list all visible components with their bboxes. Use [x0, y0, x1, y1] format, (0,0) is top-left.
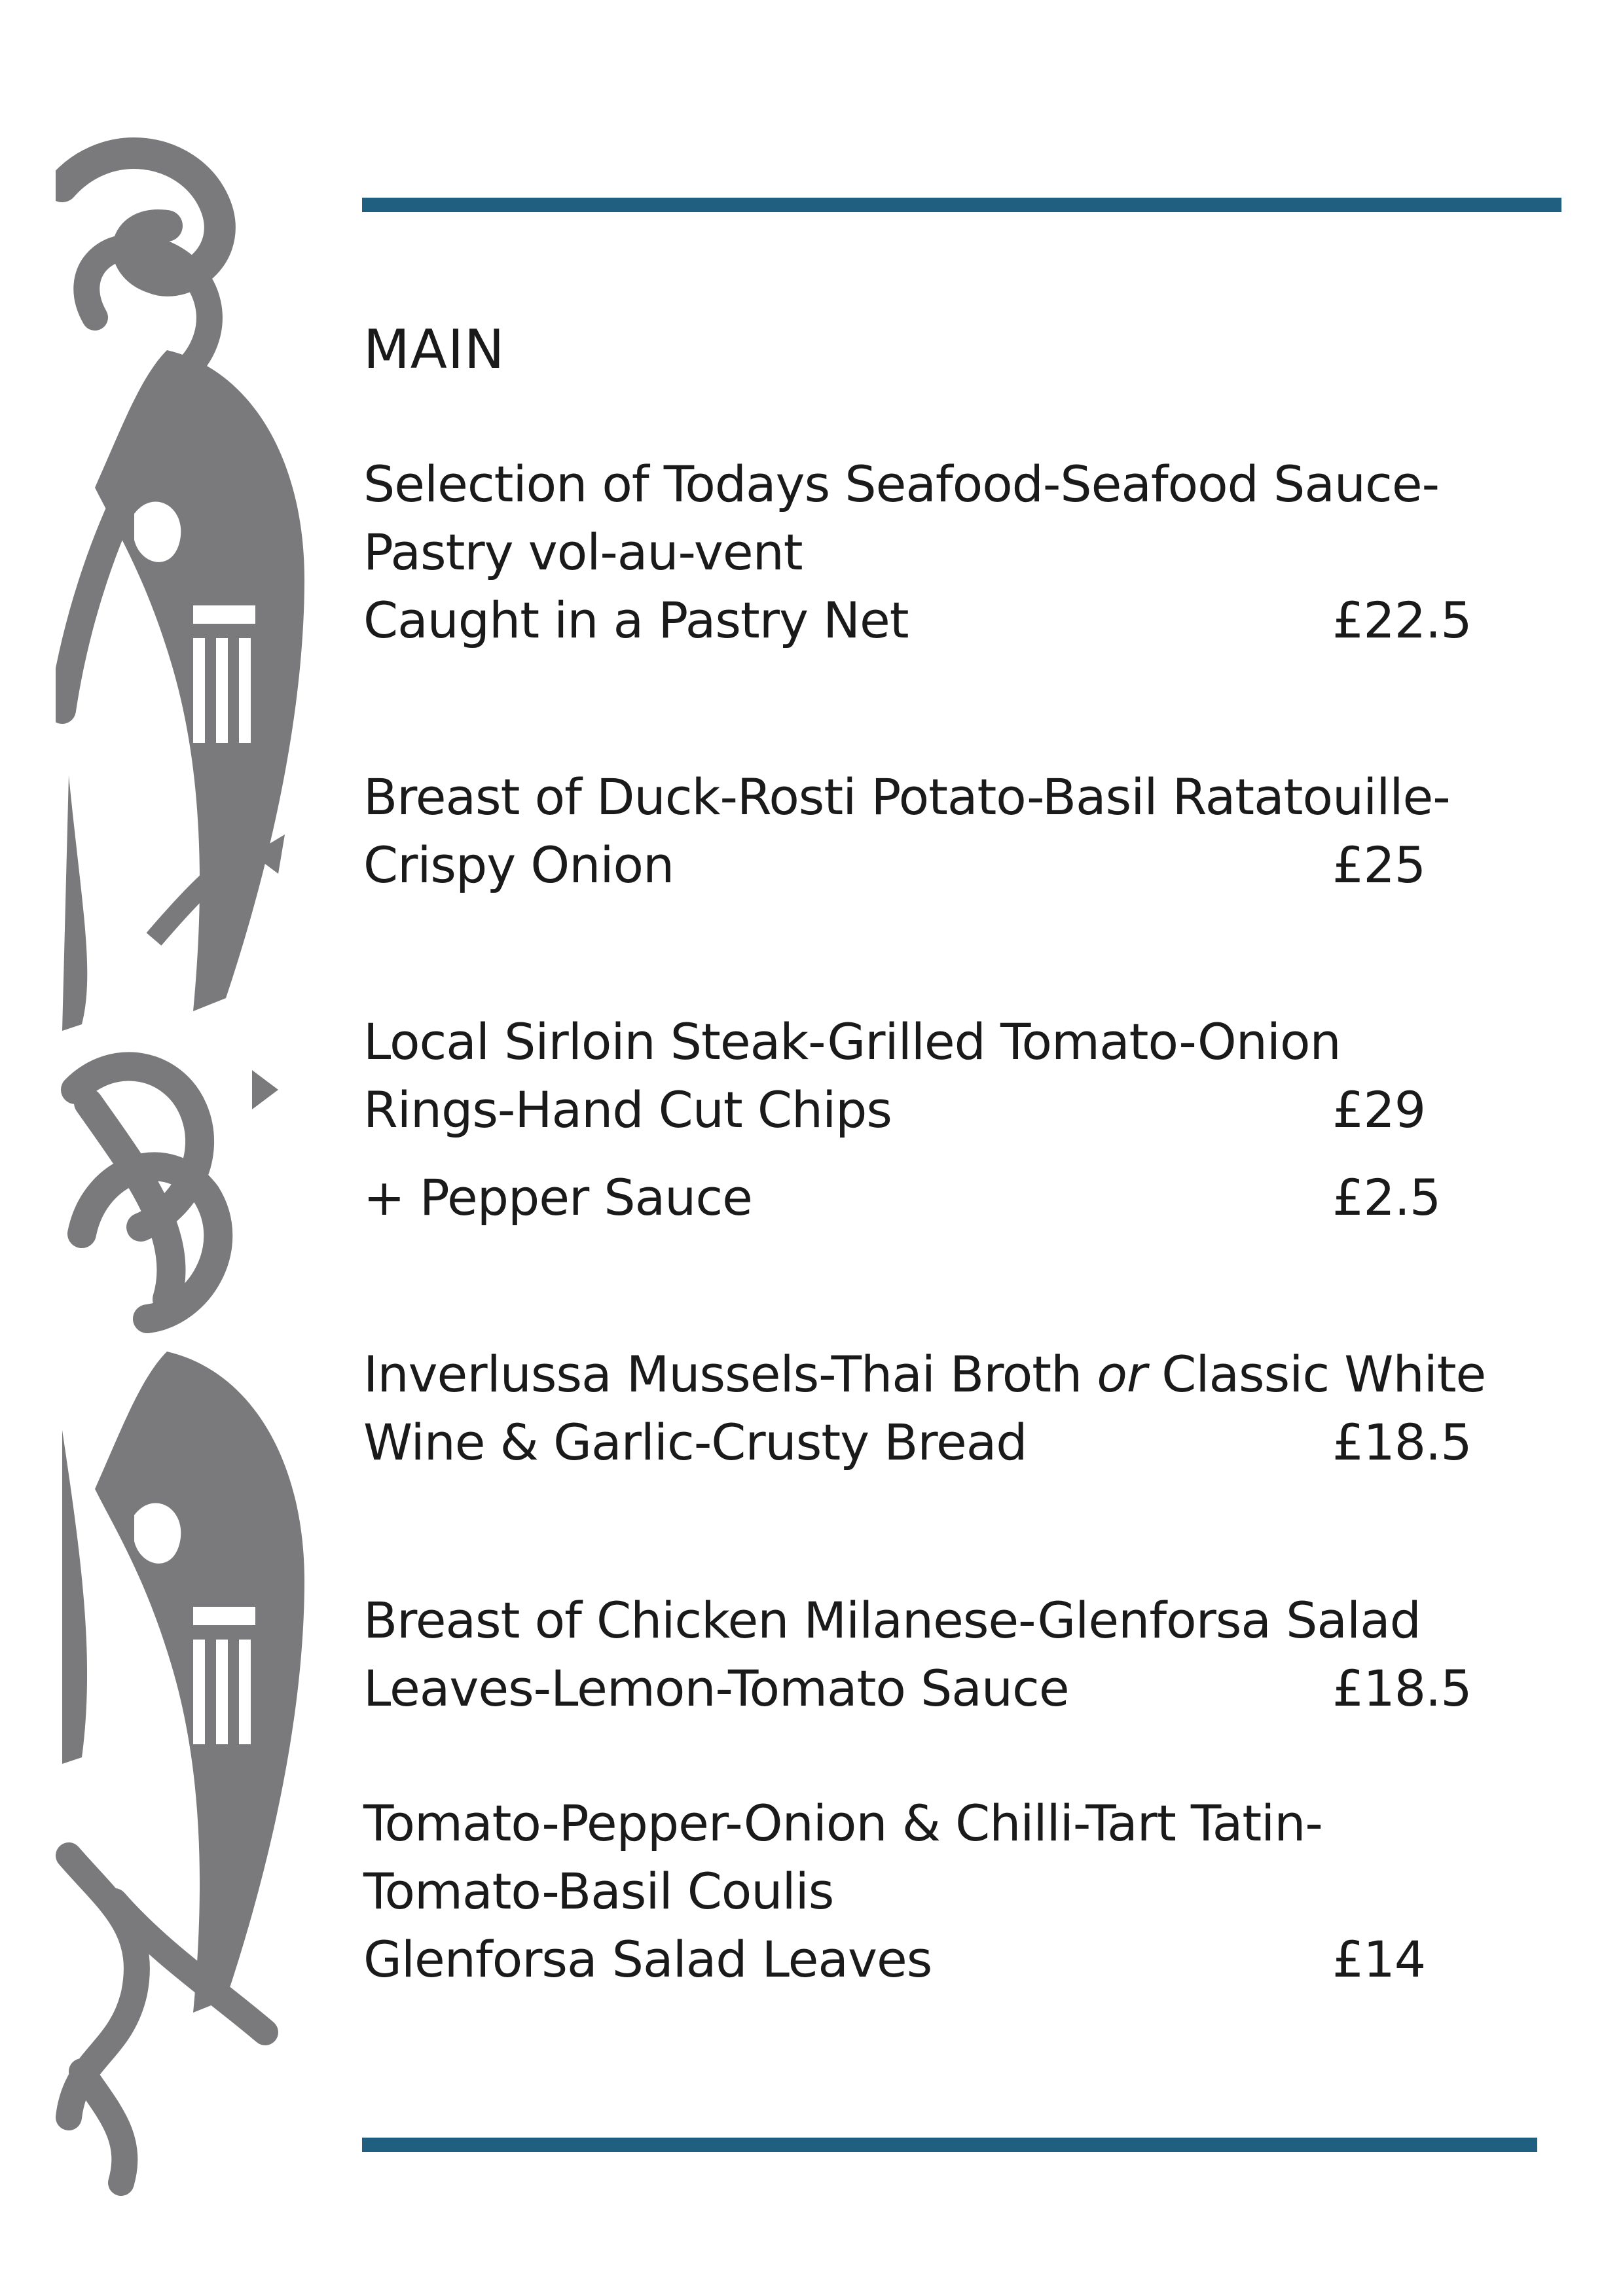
menu-item-sirloin: [363, 1008, 1594, 1232]
menu-item-mussels: [363, 1340, 1594, 1477]
dish-line-with-price: [363, 1076, 1594, 1144]
section-heading: MAIN: [363, 319, 505, 381]
bottom-rule: [362, 2138, 1537, 2152]
dish-price: £22.5: [1332, 591, 1472, 649]
dish-line-with-price: [363, 1408, 1594, 1477]
dish-line-with-price: [363, 1655, 1594, 1723]
dish-line-part: Inverlussa Mussels-Thai Broth: [363, 1345, 1097, 1403]
dish-line-with-price: [363, 831, 1594, 899]
dish-price: £14: [1332, 1930, 1426, 1988]
dish-line: Pastry vol-au-vent: [363, 523, 803, 581]
dish-line: Tomato-Basil Coulis: [363, 1862, 834, 1920]
dish-line-text: Crispy Onion: [363, 836, 674, 894]
dish-line: Tomato-Pepper-Onion & Chilli-Tart Tatin-: [363, 1794, 1322, 1852]
dish-line-text: Rings-Hand Cut Chips: [363, 1081, 892, 1139]
dish-line-text: Wine & Garlic-Crusty Bread: [363, 1413, 1027, 1471]
menu-item-chicken: [363, 1587, 1594, 1723]
dish-line-part: Classic White: [1146, 1345, 1486, 1403]
dish-price: £29: [1332, 1081, 1426, 1139]
dish-price: £25: [1332, 836, 1426, 894]
dish-line-text: Leaves-Lemon-Tomato Sauce: [363, 1659, 1069, 1717]
dish-line: Breast of Duck-Rosti Potato-Basil Ratatouille-: [363, 768, 1450, 826]
menu-item-seafood: [363, 450, 1594, 655]
extra-label: + Pepper Sauce: [363, 1168, 752, 1227]
celtic-bird-knotwork-icon: [56, 121, 331, 2202]
dish-line: Selection of Todays Seafood-Seafood Sauce-: [363, 455, 1440, 513]
menu-section: [363, 0, 1594, 2296]
dish-line-text: Caught in a Pastry Net: [363, 591, 909, 649]
dish-line-text: Glenforsa Salad Leaves: [363, 1930, 932, 1988]
dish-extra-line: [363, 1164, 1594, 1232]
extra-price: £2.5: [1332, 1168, 1441, 1227]
dish-line-with-price: [363, 586, 1594, 655]
dish-price: £18.5: [1332, 1413, 1472, 1471]
menu-item-tart-tatin: [363, 1789, 1594, 1994]
dish-price: £18.5: [1332, 1659, 1472, 1717]
dish-line: Breast of Chicken Milanese-Glenforsa Salad: [363, 1591, 1421, 1649]
dish-line: Local Sirloin Steak-Grilled Tomato-Onion: [363, 1013, 1341, 1071]
menu-item-duck: [363, 763, 1594, 899]
dish-line-italic: or: [1097, 1345, 1147, 1403]
dish-line-with-price: [363, 1926, 1594, 1994]
dish-line: [363, 1340, 1594, 1408]
